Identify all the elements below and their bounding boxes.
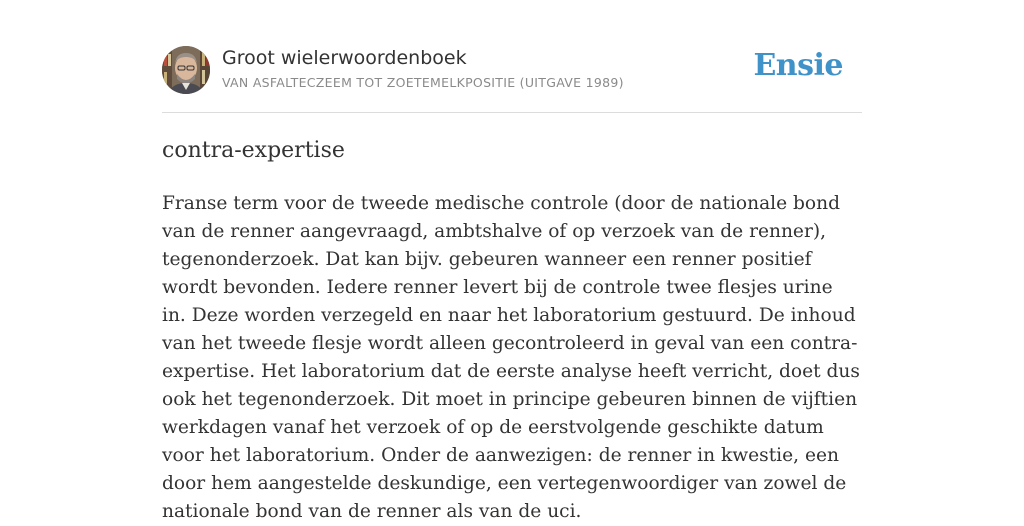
entry-term-heading: contra-expertise: [162, 138, 345, 163]
author-avatar[interactable]: [162, 46, 210, 94]
book-subtitle: VAN ASFALTECZEEM TOT ZOETEMELKPOSITIE (UITGAVE 1989): [222, 75, 624, 90]
book-title-link[interactable]: Groot wielerwoordenboek: [222, 47, 467, 69]
entry-card: [162, 46, 862, 522]
entry-definition: Franse term voor de tweede medische controle (door de nationale bond van de renner aangevraagd, ambtshalve of op verzoek van de renner), tegenonderzoek. Dat kan bijv. gebeuren wanneer een renner positief wordt bevonden. Iedere renner levert bij de controle twee flesjes urine in. Deze worden verzegeld en naar het laboratorium gestuurd. De inhoud van het tweede flesje wordt alleen gecontroleerd in geval van een contra-expertise. Het laboratorium dat de eerste analyse heeft verricht, doet dus ook het tegenonderzoek. Dit moet in principe gebeuren binnen de vijftien werkdagen vanaf het verzoek of op de eerstvolgende geschikte datum voor het laboratorium. Onder de aanwezigen: de renner in kwestie, een door hem aangestelde deskundige, een vertegenwoordiger van zowel de nationale bond van de renner als van de uci.: [162, 193, 860, 522]
ensie-logo[interactable]: Ensie: [753, 48, 843, 83]
entry-header: [162, 46, 862, 113]
author-portrait-image: [162, 46, 210, 94]
